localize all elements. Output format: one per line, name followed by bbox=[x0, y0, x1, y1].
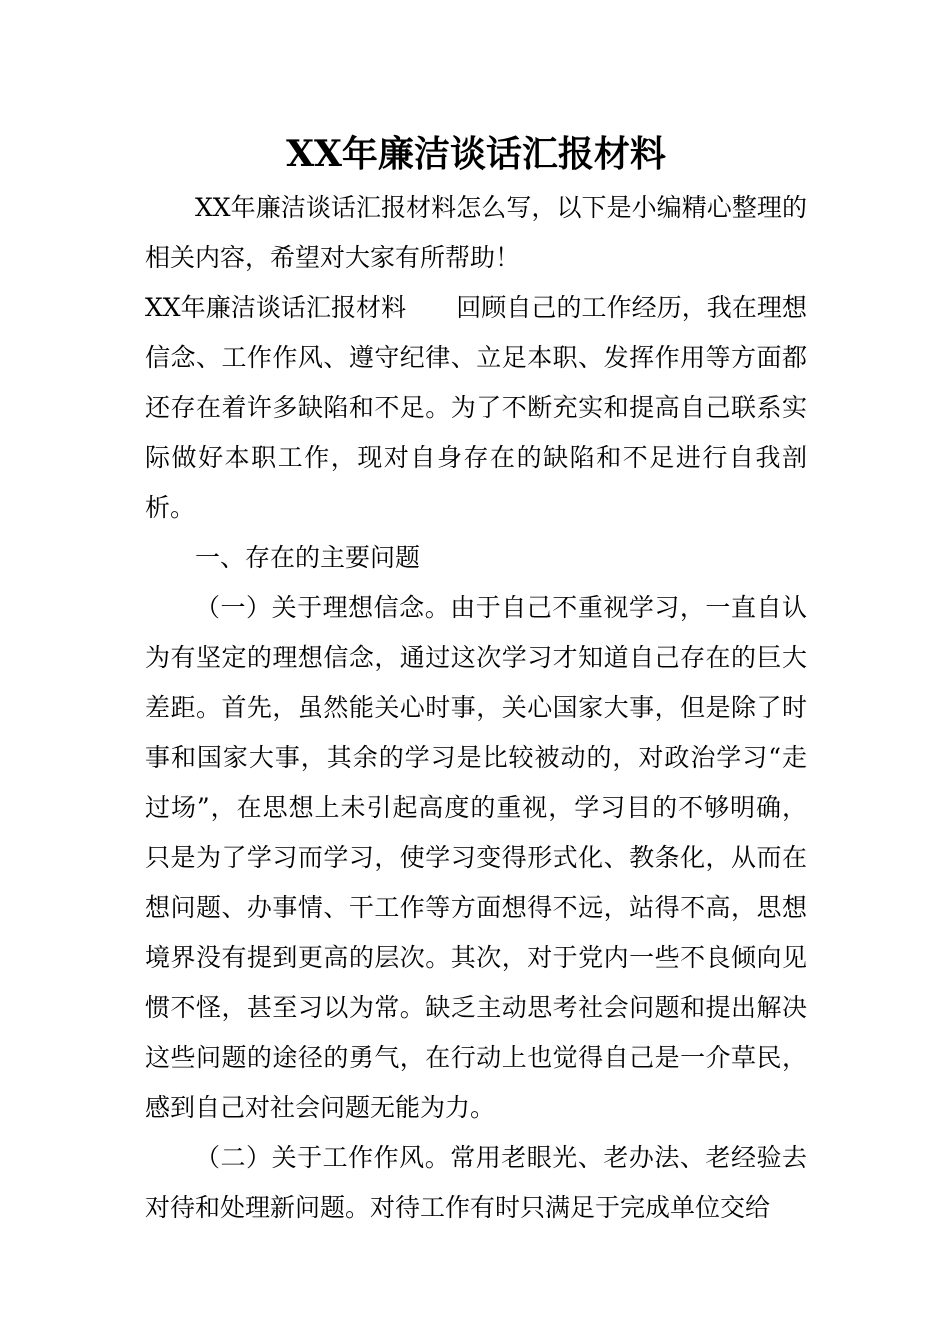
document-title: XX年廉洁谈话汇报材料 bbox=[286, 133, 666, 175]
opening-paragraph bbox=[145, 283, 807, 533]
item-1-paragraph: （一）关于理想信念。由于自己不重视学习，一直自认为有坚定的理想信念，通过这次学习才知道自己存在的巨大差距。首先，虽然能关心时事，关心国家大事，但是除了时事和国家大事，其余的学习是比较被动的，对政治学习“走过场”，在思想上未引起高度的重视，学习目的不够明确，只是为了学习而学习，使学习变得形式化、教条化，从而在想问题、办事情、干工作等方面想得不远，站得不高，思想境界没有提到更高的层次。其次，对于党内一些不良倾向见惯不怪，甚至习以为常。缺乏主动思考社会问题和提出解决这些问题的途径的勇气，在行动上也觉得自己是一介草民，感到自己对社会问题无能为力。 bbox=[145, 593, 807, 1122]
document-page bbox=[145, 128, 807, 1233]
section-heading-1: 一、存在的主要问题 bbox=[195, 543, 421, 572]
intro-paragraph: XX年廉洁谈话汇报材料怎么写，以下是小编精心整理的相关内容，希望对大家有所帮助！ bbox=[145, 193, 807, 272]
opening-text: 回顾自己的工作经历，我在理想信念、工作作风、遵守纪律、立足本职、发挥作用等方面都还存在着许多缺陷和不足。为了不断充实和提高自己联系实际做好本职工作，现对自身存在的缺陷和不足进行自我剖析。 bbox=[145, 293, 807, 522]
inline-heading: XX年廉洁谈话汇报材料 bbox=[145, 293, 407, 322]
item-2-paragraph: （二）关于工作作风。常用老眼光、老办法、老经验去对待和处理新问题。对待工作有时只满足于完成单位交给 bbox=[145, 1143, 807, 1222]
